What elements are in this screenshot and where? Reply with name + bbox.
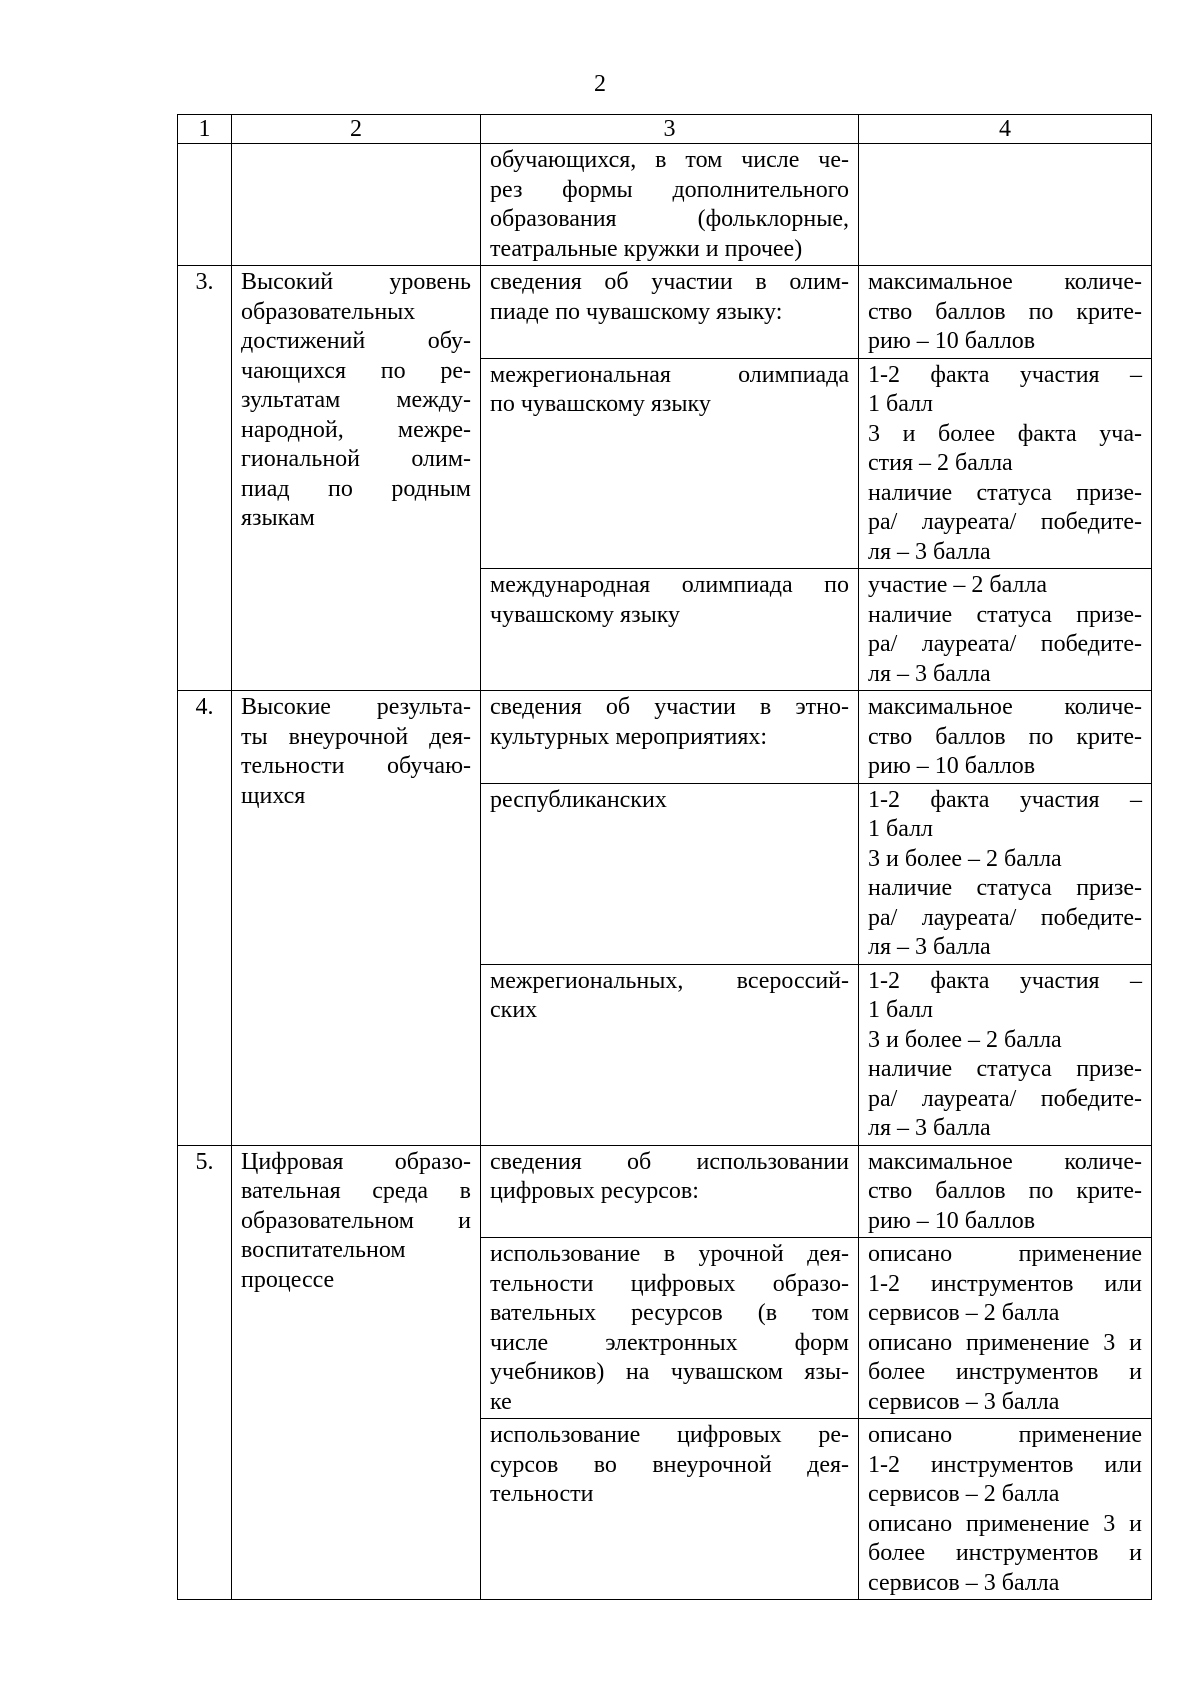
- cell-line: вательных ресурсов (в том: [490, 1300, 849, 1326]
- scoring-cell: [859, 1145, 1152, 1238]
- column-header: 4: [859, 115, 1152, 144]
- criterion-cell: [232, 266, 481, 691]
- cell-line: тельности: [490, 1481, 594, 1507]
- cell-line: ских: [490, 997, 538, 1023]
- cell-line: обучающихся, в том числе че-: [490, 147, 849, 173]
- cell-line: использование в урочной дея-: [490, 1241, 849, 1267]
- cell-line: народной, межре-: [241, 416, 471, 443]
- scoring-cell: [859, 144, 1152, 266]
- cell-line: 3 и более факта уча-: [868, 420, 1142, 447]
- cell-line: учебников) на чувашском язы-: [490, 1359, 849, 1385]
- cell-line: достижений обу-: [241, 328, 471, 354]
- table-row: [178, 691, 1152, 784]
- cell-line: числе электронных форм: [490, 1329, 849, 1356]
- scoring-cell: [859, 266, 1152, 359]
- cell-line: 1 балл: [868, 816, 934, 842]
- row-number-cell: [178, 144, 232, 266]
- cell-line: ра/ лауреата/ победите-: [868, 1085, 1142, 1112]
- cell-line: ля – 3 балла: [868, 1115, 991, 1141]
- cell-line: 1 балл: [868, 997, 934, 1023]
- cell-line: процессе: [241, 1266, 335, 1293]
- scoring-cell: [859, 1419, 1152, 1600]
- cell-line: пиад по родным: [241, 475, 471, 502]
- cell-line: рез формы дополнительного: [490, 176, 849, 203]
- row-number-cell: 4.: [178, 691, 232, 1146]
- criterion-cell: [232, 1145, 481, 1600]
- cell-line: ство баллов по крите-: [868, 1178, 1142, 1204]
- cell-line: образовательном и: [241, 1207, 471, 1234]
- cell-line: гиональной олим-: [241, 446, 471, 472]
- cell-line: сурсов во внеурочной дея-: [490, 1451, 849, 1478]
- cell-line: сервисов – 2 балла: [868, 1481, 1060, 1507]
- cell-line: по чувашскому языку: [490, 391, 711, 417]
- cell-line: 1 балл: [868, 391, 934, 417]
- column-header: 1: [178, 115, 232, 144]
- cell-line: 3 и более – 2 балла: [868, 845, 1062, 872]
- cell-line: сервисов – 2 балла: [868, 1300, 1060, 1326]
- table-row: [178, 266, 1152, 359]
- cell-line: театральные кружки и прочее): [490, 235, 803, 262]
- column-header: 2: [232, 115, 481, 144]
- cell-line: межрегиональная олимпиада: [490, 361, 849, 388]
- cell-line: образовательных: [241, 298, 416, 325]
- cell-line: описано применение: [868, 1241, 1142, 1267]
- row-number-cell: 3.: [178, 266, 232, 691]
- cell-line: максимальное количе-: [868, 694, 1142, 720]
- cell-line: ра/ лауреата/ победите-: [868, 904, 1142, 931]
- cell-line: 1-2 факта участия –: [868, 967, 1142, 994]
- cell-line: рию – 10 баллов: [868, 1207, 1036, 1234]
- cell-line: ля – 3 балла: [868, 934, 991, 960]
- cell-line: описано применение 3 и: [868, 1329, 1142, 1356]
- cell-line: чающихся по ре-: [241, 357, 471, 384]
- row-number-cell: 5.: [178, 1145, 232, 1600]
- cell-line: ля – 3 балла: [868, 538, 991, 565]
- cell-line: щихся: [241, 782, 306, 809]
- cell-line: 1-2 инструментов или: [868, 1451, 1142, 1478]
- cell-line: цифровых ресурсов:: [490, 1178, 699, 1204]
- cell-line: ство баллов по крите-: [868, 723, 1142, 750]
- cell-line: 1-2 факта участия –: [868, 361, 1142, 388]
- cell-line: сведения об участии в этно-: [490, 694, 849, 720]
- scoring-cell: [859, 569, 1152, 691]
- cell-line: максимальное количе-: [868, 269, 1142, 295]
- criterion-cell: [232, 691, 481, 1146]
- cell-line: использование цифровых ре-: [490, 1422, 849, 1448]
- cell-line: Цифровая образо-: [241, 1148, 471, 1175]
- table-row: [178, 1145, 1152, 1238]
- cell-line: более инструментов и: [868, 1540, 1142, 1566]
- cell-line: участие – 2 балла: [868, 572, 1048, 598]
- cell-line: рию – 10 баллов: [868, 753, 1036, 779]
- cell-line: описано применение: [868, 1422, 1142, 1448]
- scoring-cell: [859, 691, 1152, 784]
- cell-line: наличие статуса призе-: [868, 479, 1142, 506]
- cell-line: воспитательном: [241, 1237, 406, 1263]
- cell-line: зультатам между-: [241, 387, 471, 413]
- cell-line: пиаде по чувашскому языку:: [490, 298, 783, 325]
- cell-line: сервисов – 3 балла: [868, 1388, 1060, 1415]
- criteria-table: [177, 114, 1152, 1600]
- table-row: [178, 144, 1152, 266]
- scoring-cell: [859, 783, 1152, 964]
- cell-line: наличие статуса призе-: [868, 601, 1142, 628]
- cell-line: международная олимпиада по: [490, 572, 849, 598]
- cell-line: ра/ лауреата/ победите-: [868, 631, 1142, 657]
- cell-line: культурных мероприятиях:: [490, 723, 768, 750]
- indicator-cell: [481, 1238, 859, 1419]
- cell-line: 1-2 факта участия –: [868, 786, 1142, 813]
- cell-line: наличие статуса призе-: [868, 1056, 1142, 1082]
- indicator-cell: [481, 266, 859, 359]
- indicator-cell: [481, 783, 859, 964]
- cell-line: тельности обучаю-: [241, 753, 471, 779]
- cell-line: ты внеурочной дея-: [241, 723, 471, 750]
- cell-line: сведения об использовании: [490, 1148, 849, 1175]
- indicator-cell: [481, 691, 859, 784]
- cell-line: ство баллов по крите-: [868, 298, 1142, 325]
- cell-line: ке: [490, 1388, 512, 1415]
- cell-line: Высокие результа-: [241, 694, 471, 720]
- indicator-cell: [481, 964, 859, 1145]
- cell-line: межрегиональных, всероссий-: [490, 967, 849, 994]
- indicator-cell: [481, 569, 859, 691]
- cell-line: наличие статуса призе-: [868, 875, 1142, 901]
- scoring-cell: [859, 964, 1152, 1145]
- cell-line: рию – 10 баллов: [868, 328, 1036, 354]
- cell-line: ра/ лауреата/ победите-: [868, 509, 1142, 535]
- cell-line: чувашскому языку: [490, 601, 681, 628]
- cell-line: более инструментов и: [868, 1359, 1142, 1385]
- cell-line: вательная среда в: [241, 1178, 471, 1204]
- indicator-cell: [481, 358, 859, 569]
- cell-line: 1-2 инструментов или: [868, 1270, 1142, 1297]
- cell-line: описано применение 3 и: [868, 1510, 1142, 1537]
- cell-line: максимальное количе-: [868, 1148, 1142, 1175]
- column-header: 3: [481, 115, 859, 144]
- criterion-cell: [232, 144, 481, 266]
- cell-line: образования (фольклорные,: [490, 206, 849, 232]
- scoring-cell: [859, 358, 1152, 569]
- cell-line: сервисов – 3 балла: [868, 1569, 1060, 1596]
- indicator-cell: [481, 144, 859, 266]
- table-header-row: [178, 115, 1152, 144]
- page-number: 2: [594, 71, 606, 97]
- cell-line: ля – 3 балла: [868, 660, 991, 687]
- cell-line: языкам: [241, 505, 315, 531]
- cell-line: республиканских: [490, 786, 667, 813]
- cell-line: 3 и более – 2 балла: [868, 1026, 1062, 1053]
- indicator-cell: [481, 1145, 859, 1238]
- cell-line: стия – 2 балла: [868, 450, 1013, 476]
- cell-line: сведения об участии в олим-: [490, 269, 849, 295]
- cell-line: Высокий уровень: [241, 269, 471, 295]
- indicator-cell: [481, 1419, 859, 1600]
- scoring-cell: [859, 1238, 1152, 1419]
- cell-line: тельности цифровых образо-: [490, 1270, 849, 1297]
